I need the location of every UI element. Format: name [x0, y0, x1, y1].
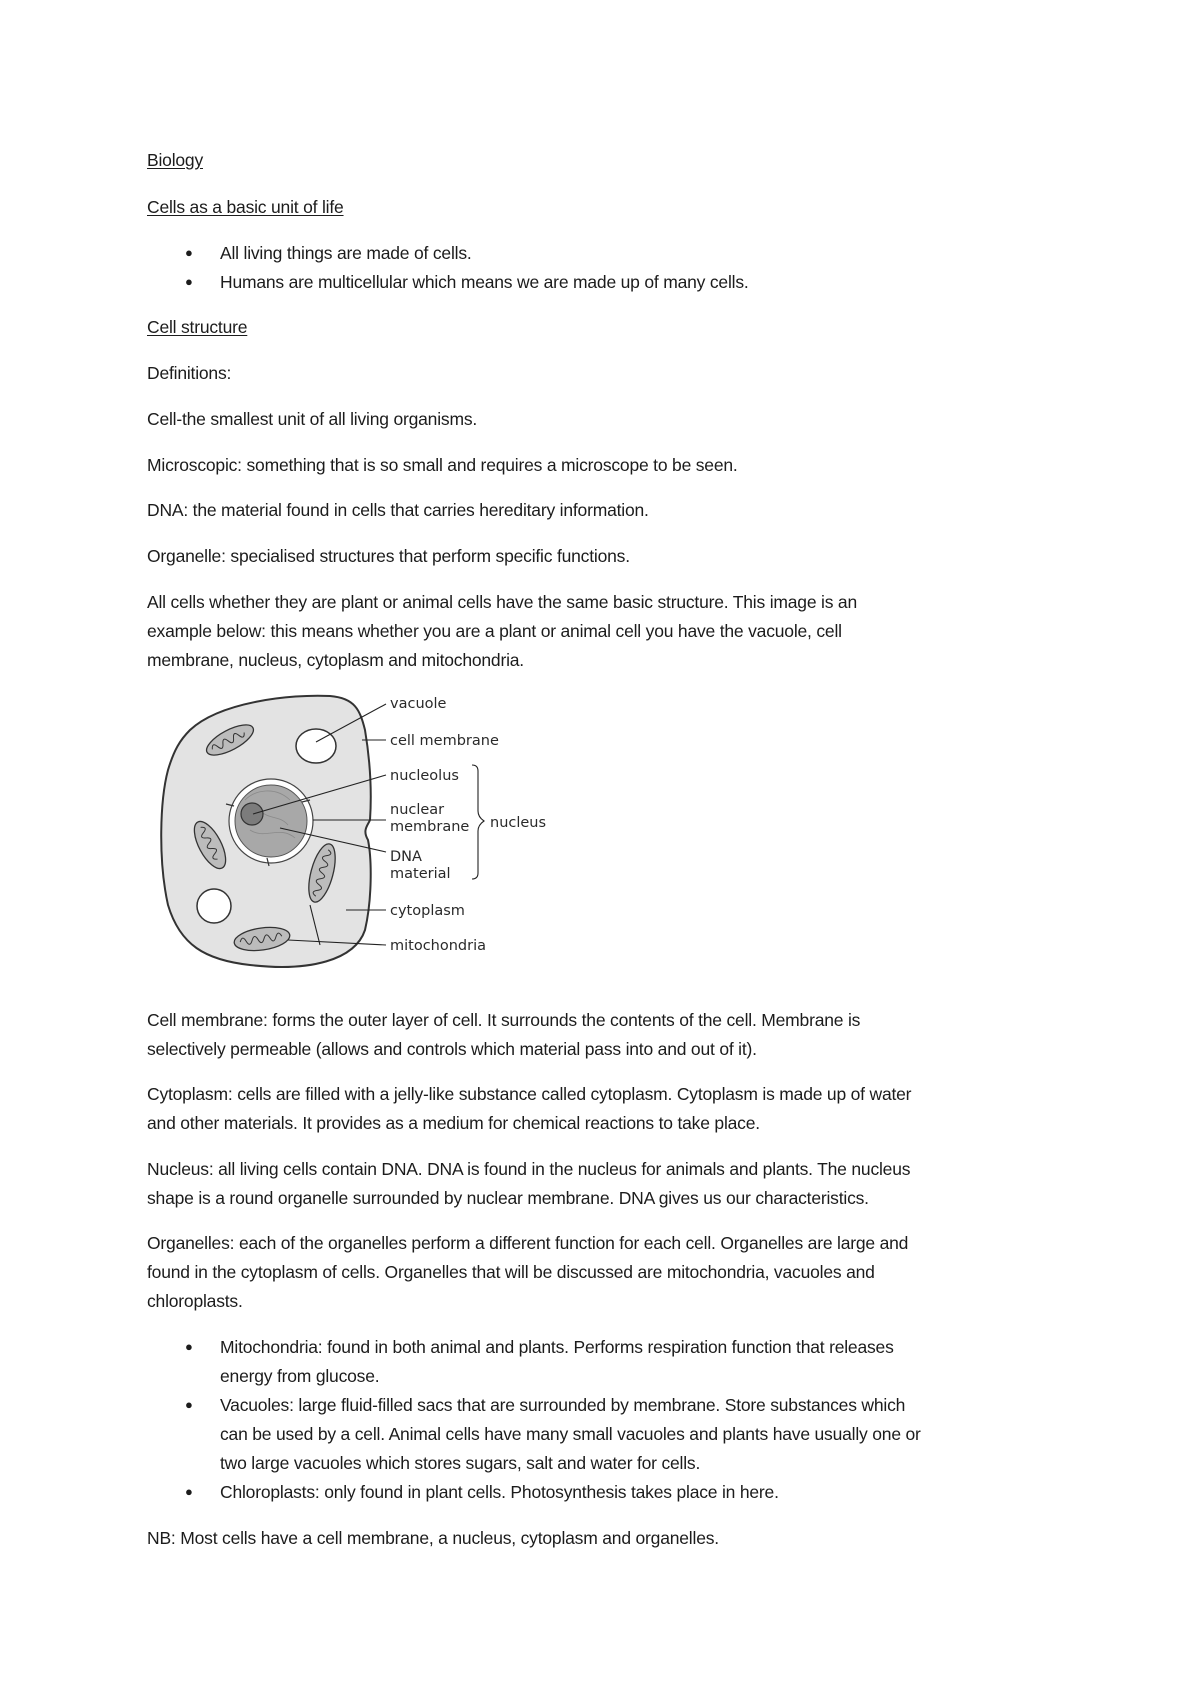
document-title: Biology	[147, 150, 203, 170]
bullet-marker: ●	[185, 1397, 193, 1412]
label-cytoplasm: cytoplasm	[390, 903, 465, 919]
bullet-marker: ●	[185, 1484, 193, 1499]
note-nb: NB: Most cells have a cell membrane, a nucleus, cytoplasm and organelles.	[147, 1528, 719, 1548]
paragraph-line: Organelles: each of the organelles perform a different function for each cell. Organelles are large and	[147, 1233, 909, 1253]
label-nucleolus: nucleolus	[390, 768, 459, 784]
bullet-marker: ●	[185, 1339, 193, 1354]
list-item: can be used by a cell. Animal cells have many small vacuoles and plants have usually one or	[220, 1424, 921, 1444]
list-item: Vacuoles: large fluid-filled sacs that are surrounded by membrane. Store substances which	[220, 1395, 906, 1415]
paragraph-line: chloroplasts.	[147, 1291, 243, 1311]
section-heading-cell-structure: Cell structure	[147, 317, 248, 337]
label-material: material	[390, 866, 451, 882]
paragraph-line: shape is a round organelle surrounded by nuclear membrane. DNA gives us our characteristics.	[147, 1188, 869, 1208]
paragraph-line: found in the cytoplasm of cells. Organelles that will be discussed are mitochondria, vacuoles and	[147, 1262, 875, 1282]
definition-dna: DNA: the material found in cells that carries hereditary information.	[147, 500, 649, 520]
section-heading-cells-basic-unit: Cells as a basic unit of life	[147, 197, 344, 217]
paragraph-line: example below: this means whether you are a plant or animal cell you have the vacuole, cell	[147, 621, 842, 641]
list-item: Mitochondria: found in both animal and plants. Performs respiration function that releases	[220, 1337, 894, 1357]
paragraph-line: selectively permeable (allows and controls which material pass into and out of it).	[147, 1039, 757, 1059]
paragraph-line: membrane, nucleus, cytoplasm and mitochondria.	[147, 650, 524, 670]
list-item: Humans are multicellular which means we are made up of many cells.	[220, 272, 749, 292]
cell-diagram-figure	[150, 690, 570, 990]
definition-cell: Cell-the smallest unit of all living organisms.	[147, 409, 478, 429]
list-item: All living things are made of cells.	[220, 243, 472, 263]
label-dna: DNA	[390, 849, 422, 865]
paragraph-line: Cell membrane: forms the outer layer of cell. It surrounds the contents of the cell. Membrane is	[147, 1010, 861, 1030]
label-cell-membrane: cell membrane	[390, 733, 499, 749]
paragraph-line: Nucleus: all living cells contain DNA. DNA is found in the nucleus for animals and plants. The nucleus	[147, 1159, 911, 1179]
list-item: energy from glucose.	[220, 1366, 380, 1386]
bullet-marker: ●	[185, 274, 193, 289]
nucleolus-shape	[241, 803, 263, 825]
label-mitochondria: mitochondria	[390, 938, 487, 954]
list-item: Chloroplasts: only found in plant cells. Photosynthesis takes place in here.	[220, 1482, 779, 1502]
label-nucleus: nucleus	[490, 815, 547, 831]
definition-organelle: Organelle: specialised structures that perform specific functions.	[147, 546, 630, 566]
label-membrane: membrane	[390, 819, 470, 835]
bullet-marker: ●	[185, 245, 193, 260]
paragraph-line: All cells whether they are plant or animal cells have the same basic structure. This image is an	[147, 592, 857, 612]
label-nuclear: nuclear	[390, 802, 445, 818]
list-item: two large vacuoles which stores sugars, salt and water for cells.	[220, 1453, 701, 1473]
label-vacuole: vacuole	[390, 696, 447, 712]
vacuole-shape	[197, 889, 231, 923]
definitions-label: Definitions:	[147, 363, 232, 383]
paragraph-line: and other materials. It provides as a medium for chemical reactions to take place.	[147, 1113, 760, 1133]
definition-microscopic: Microscopic: something that is so small and requires a microscope to be seen.	[147, 455, 738, 475]
paragraph-line: Cytoplasm: cells are filled with a jelly-like substance called cytoplasm. Cytoplasm is made up of water	[147, 1084, 912, 1104]
